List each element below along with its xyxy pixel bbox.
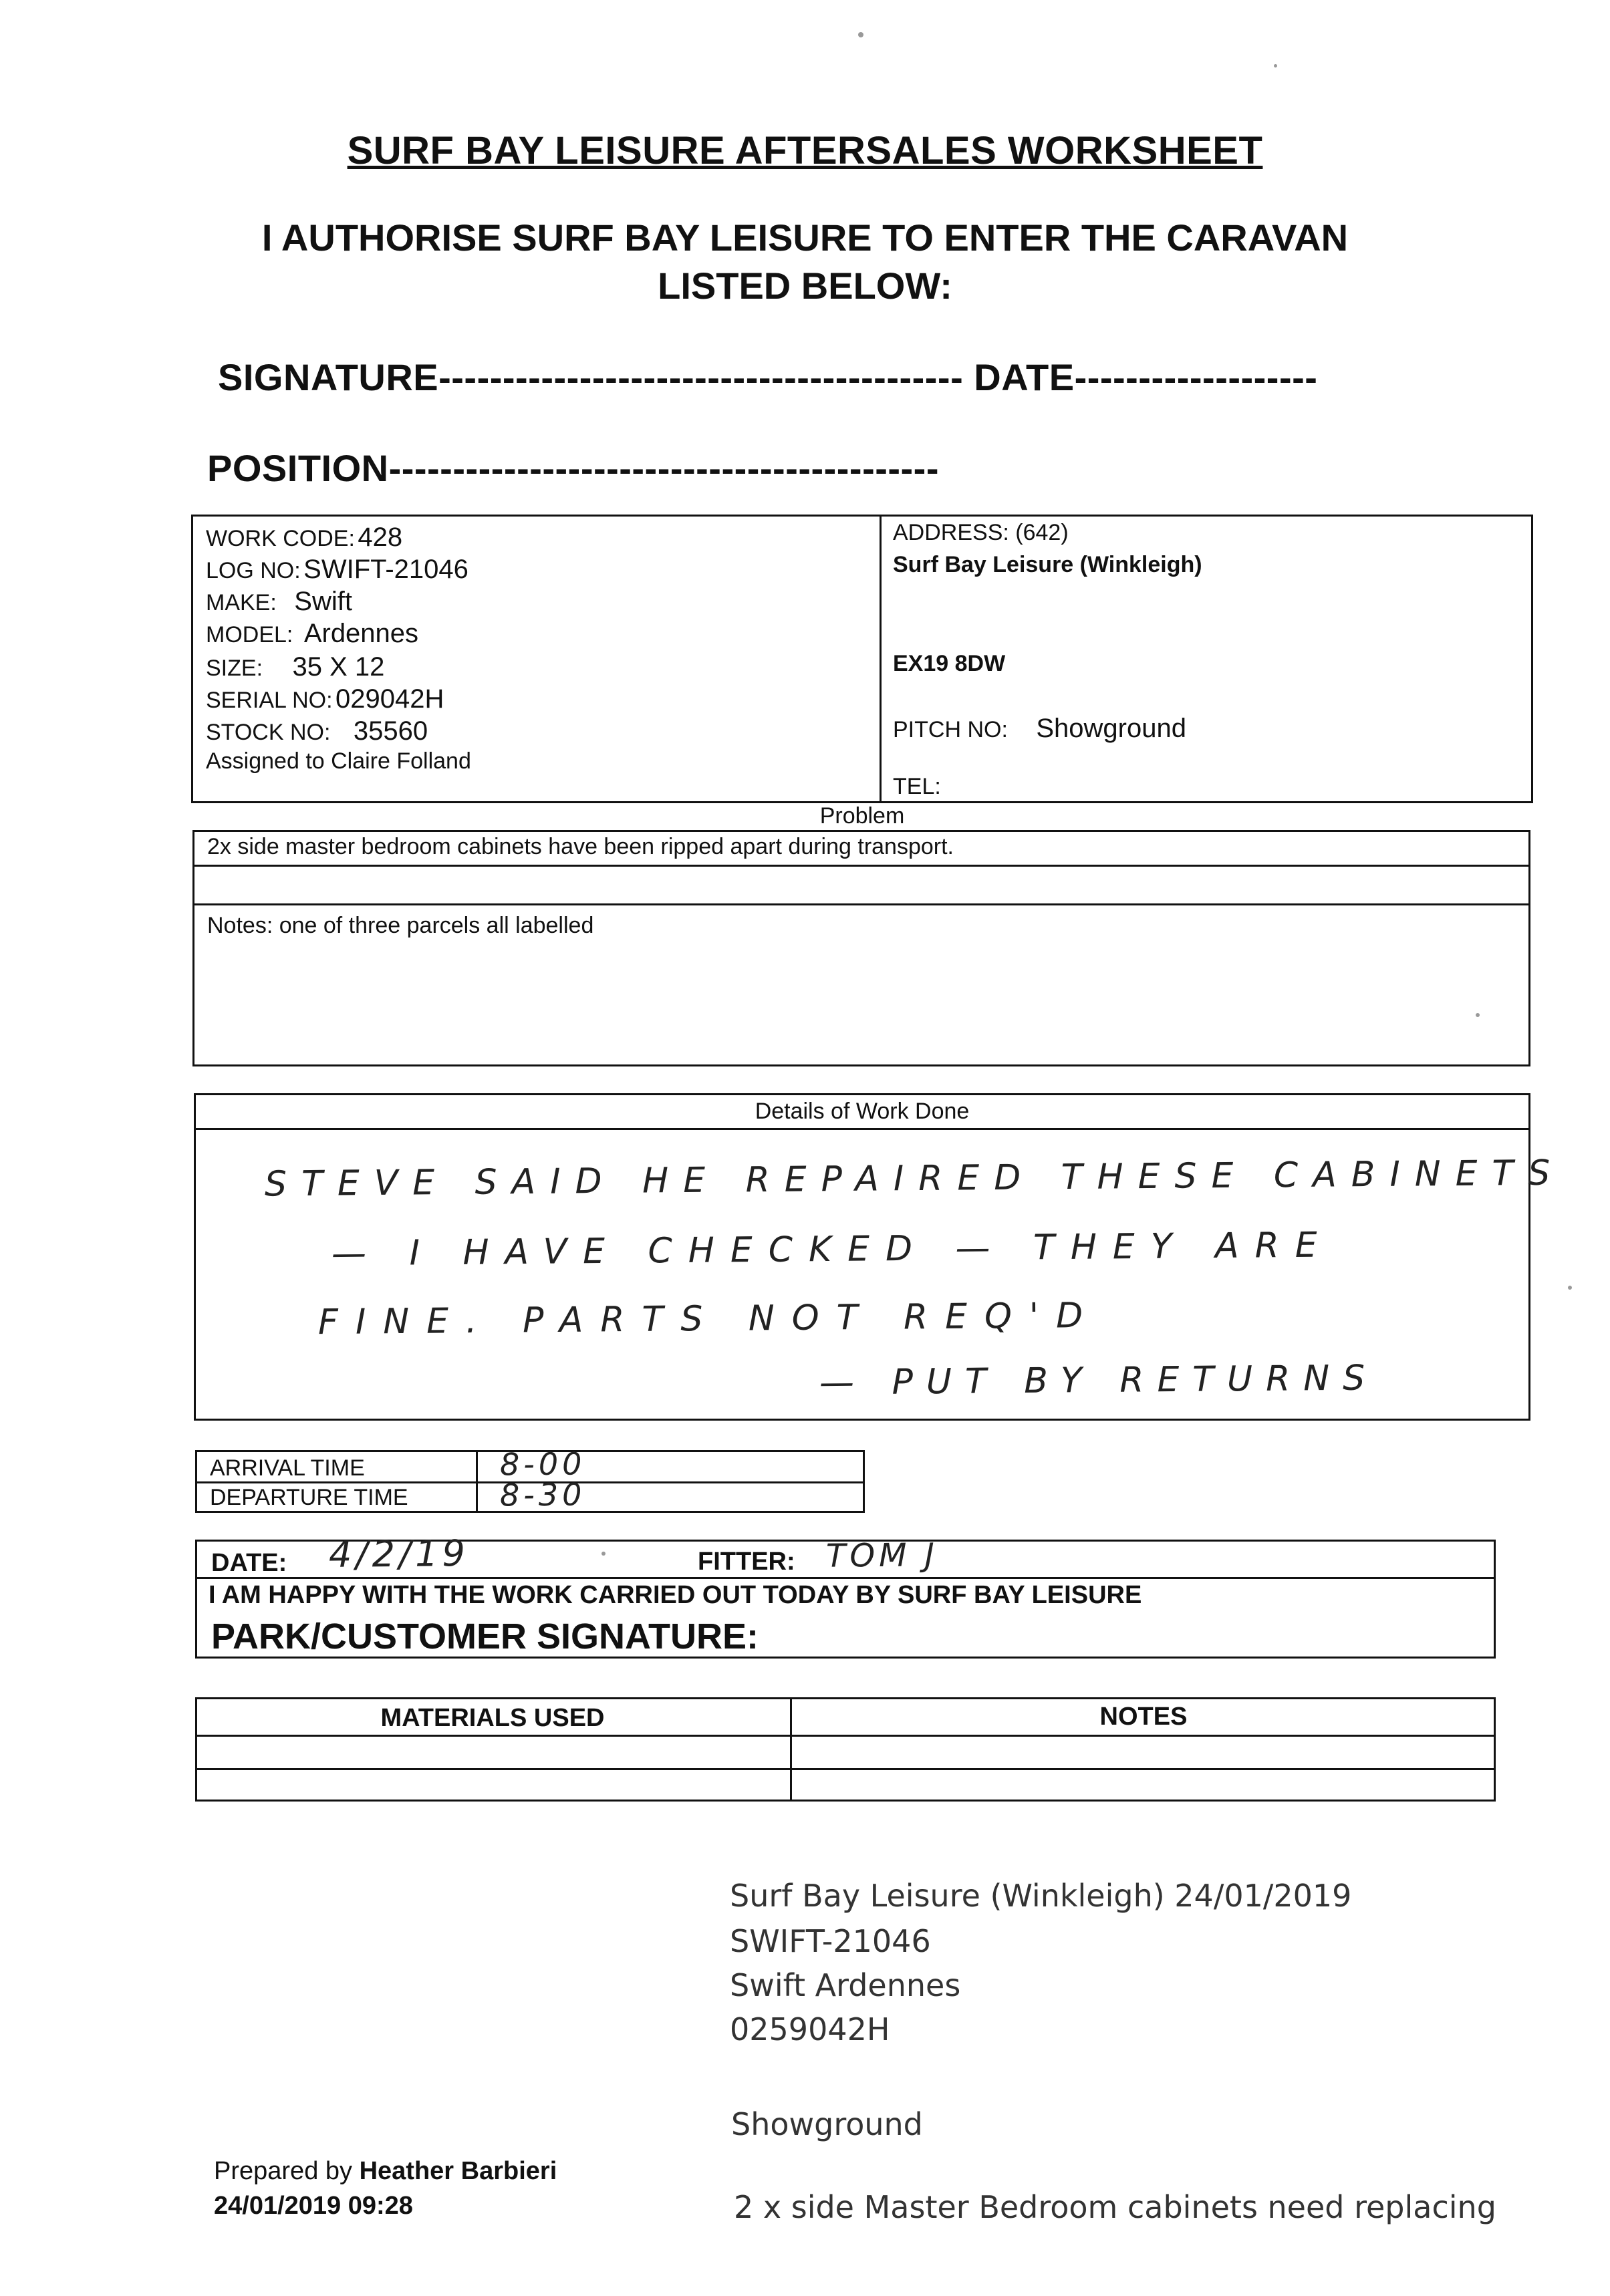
problem-notes: Notes: one of three parcels all labelled — [207, 913, 594, 938]
sticker-line-2: SWIFT-21046 — [730, 1923, 931, 1959]
work-note-line-2: — I HAVE CHECKED — THEY ARE — [331, 1225, 1333, 1274]
scan-speck — [1274, 64, 1277, 67]
tel-label: TEL: — [893, 774, 941, 799]
address-postcode: EX19 8DW — [893, 651, 1006, 676]
work-done-heading: Details of Work Done — [755, 1099, 970, 1124]
materials-rule-2 — [195, 1768, 1496, 1770]
sticker-line-5: Showground — [731, 2106, 923, 2142]
scan-speck — [1476, 1013, 1480, 1017]
serial-row — [206, 684, 444, 714]
stock-value: 35560 — [353, 716, 428, 746]
work-code-label: WORK CODE: — [206, 526, 355, 551]
scan-speck — [1568, 1286, 1572, 1290]
stock-label: STOCK NO: — [206, 720, 331, 745]
sticker-line-4: 0259042H — [730, 2011, 890, 2047]
signature-date-line: SIGNATURE----------------------------------------- DATE------------------- — [218, 356, 1318, 398]
notes-header: NOTES — [1099, 1703, 1188, 1731]
problem-heading: Problem — [819, 803, 905, 829]
authorisation-line-2: LISTED BELOW: — [658, 265, 952, 307]
work-note-line-1: STEVE SAID HE REPAIRED THESE CABINETS — [264, 1153, 1565, 1205]
date-value: 4/2/19 — [328, 1532, 470, 1576]
prepared-date: 24/01/2019 09:28 — [214, 2192, 413, 2220]
assigned-to: Assigned to Claire Folland — [206, 748, 471, 774]
make-row — [206, 587, 352, 617]
stock-row — [206, 716, 428, 746]
address-name: Surf Bay Leisure (Winkleigh) — [893, 552, 1202, 577]
model-value: Ardennes — [303, 619, 419, 648]
log-no-row — [206, 555, 468, 585]
problem-rule-2 — [192, 903, 1530, 905]
signoff-rule — [195, 1577, 1496, 1579]
prepared-by-name: Heather Barbieri — [359, 2157, 557, 2185]
order-label-sticker — [707, 1858, 1509, 2285]
pitch-value: Showground — [1036, 714, 1186, 743]
customer-signature-label: PARK/CUSTOMER SIGNATURE: — [211, 1616, 759, 1657]
serial-value: 029042H — [336, 684, 444, 714]
model-label: MODEL: — [206, 622, 293, 648]
work-code-row — [206, 523, 402, 553]
happy-statement: I AM HAPPY WITH THE WORK CARRIED OUT TODAY BY SURF BAY LEISURE — [209, 1581, 1142, 1609]
materials-header: MATERIALS USED — [380, 1704, 605, 1732]
problem-rule-1 — [192, 865, 1530, 867]
departure-label: DEPARTURE TIME — [210, 1485, 408, 1510]
position-line: POSITION------------------------------------------- — [207, 447, 939, 489]
details-divider — [880, 515, 882, 803]
arrival-value: 8-00 — [499, 1445, 586, 1483]
fitter-value: TOM J — [825, 1536, 939, 1575]
times-divider — [476, 1450, 478, 1513]
model-row — [206, 619, 418, 649]
fitter-label: FITTER: — [698, 1548, 795, 1576]
work-done-rule — [194, 1128, 1530, 1130]
arrival-label: ARRIVAL TIME — [210, 1455, 365, 1481]
pitch-label: PITCH NO: — [893, 717, 1008, 742]
size-value: 35 X 12 — [292, 652, 385, 682]
work-note-line-3: FINE. PARTS NOT REQ'D — [317, 1295, 1101, 1343]
make-value: Swift — [294, 587, 352, 616]
materials-rule-1 — [195, 1735, 1496, 1737]
prepared-by — [214, 2157, 557, 2186]
worksheet-title: SURF BAY LEISURE AFTERSALES WORKSHEET — [347, 129, 1263, 172]
authorisation-line-1: I AUTHORISE SURF BAY LEISURE TO ENTER THE CARAVAN — [261, 217, 1349, 259]
scan-speck — [858, 32, 863, 37]
problem-text: 2x side master bedroom cabinets have been ripped apart during transport. — [207, 834, 954, 859]
address-label: ADDRESS: (642) — [893, 520, 1069, 545]
departure-value: 8-30 — [499, 1476, 586, 1514]
size-row — [206, 652, 384, 682]
log-no-value: SWIFT-21046 — [303, 555, 468, 584]
make-label: MAKE: — [206, 590, 277, 615]
work-code-value: 428 — [358, 523, 403, 552]
sticker-line-3: Swift Ardennes — [730, 1967, 961, 2003]
sticker-line-6: 2 x side Master Bedroom cabinets need replacing — [734, 2189, 1496, 2225]
serial-label: SERIAL NO: — [206, 688, 333, 713]
scan-speck — [601, 1552, 606, 1556]
pitch-row — [893, 714, 1186, 744]
sticker-line-1: Surf Bay Leisure (Winkleigh) 24/01/2019 — [730, 1878, 1352, 1914]
log-no-label: LOG NO: — [206, 558, 301, 583]
work-note-line-4: — PUT BY RETURNS — [819, 1358, 1379, 1403]
date-label: DATE: — [211, 1549, 287, 1577]
prepared-by-label: Prepared by — [214, 2157, 353, 2185]
size-label: SIZE: — [206, 656, 263, 681]
